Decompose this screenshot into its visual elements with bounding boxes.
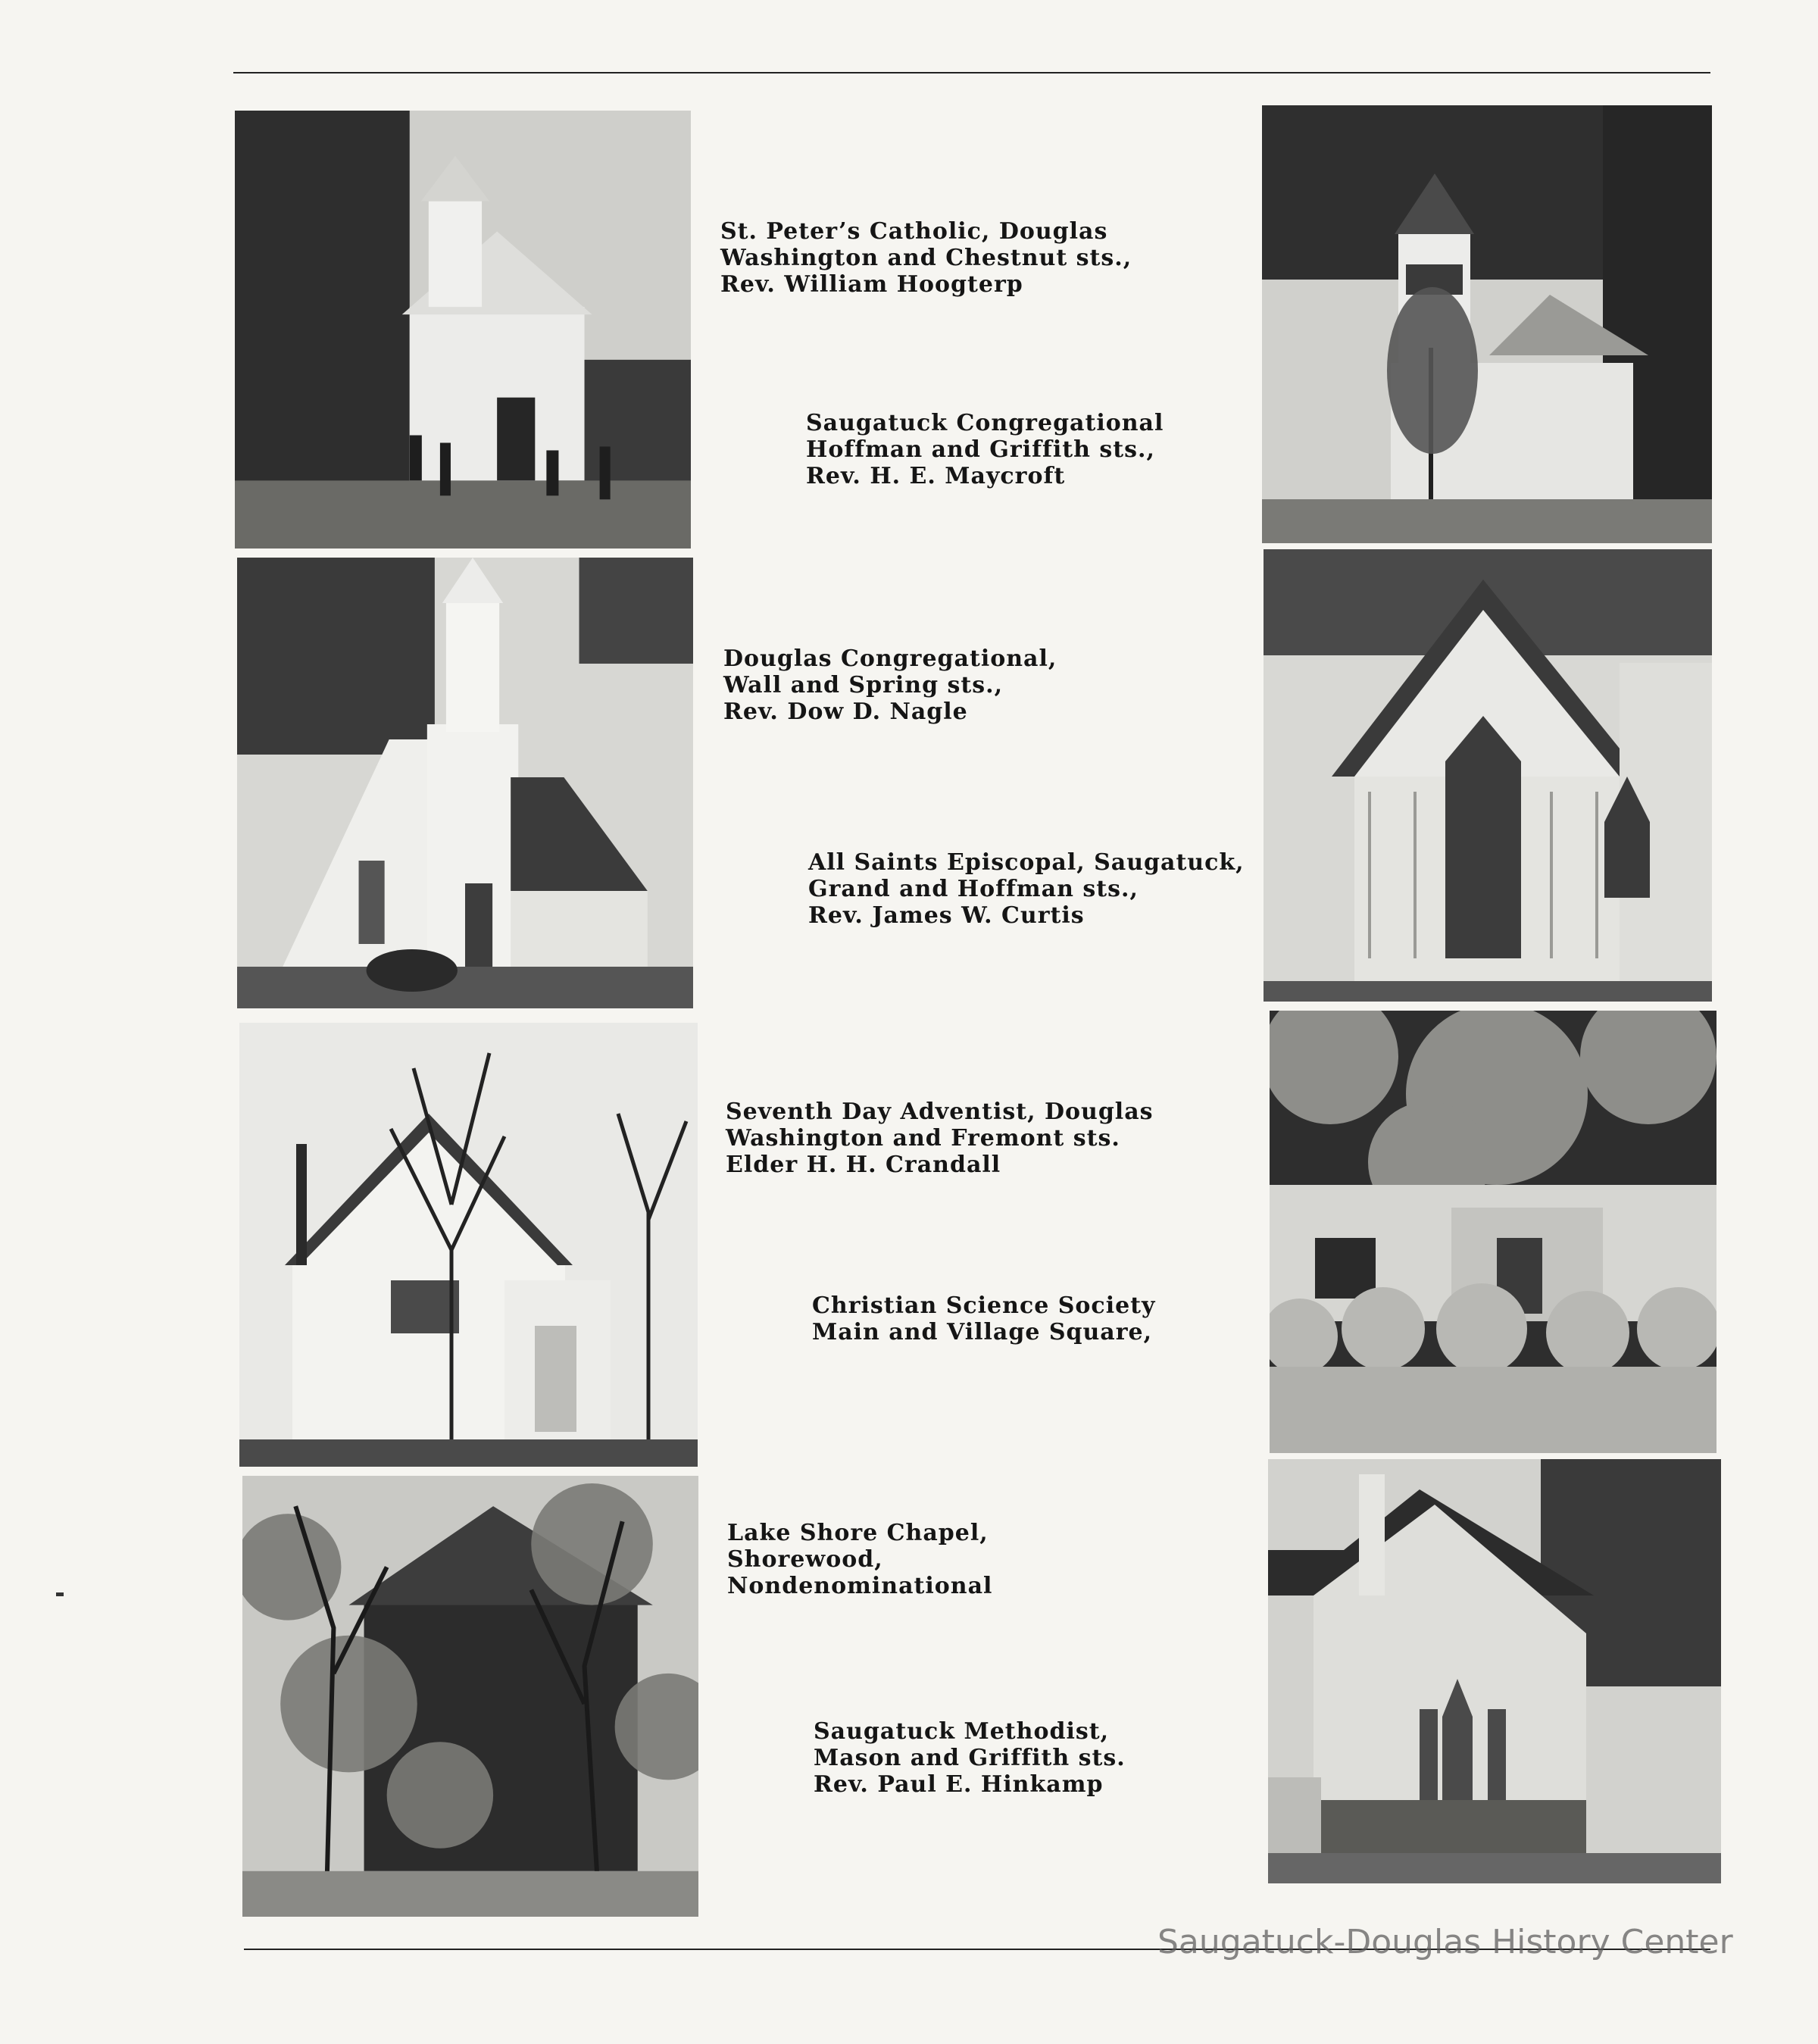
caption-line: Rev. Dow D. Nagle: [723, 699, 968, 725]
caption-line: Saugatuck Congregational: [806, 410, 1164, 436]
caption-st-peters-catholic: [720, 218, 1132, 298]
all-saints-episcopal-photo: [1264, 549, 1712, 1002]
caption-line: Seventh Day Adventist, Douglas: [726, 1099, 1154, 1125]
douglas-congregational-photo: [237, 558, 693, 1008]
caption-saugatuck-methodist: [814, 1718, 1126, 1798]
caption-line: St. Peter’s Catholic, Douglas: [720, 218, 1108, 245]
top-rule: [233, 72, 1710, 73]
caption-seventh-day-adventist: [726, 1099, 1154, 1178]
caption-line: Wall and Spring sts.,: [723, 672, 1004, 699]
caption-line: Elder H. H. Crandall: [726, 1152, 1001, 1178]
christian-science-society-photo: [1270, 1011, 1716, 1453]
caption-line: Hoffman and Griffith sts.,: [806, 436, 1155, 463]
lake-shore-chapel-photo: [242, 1476, 698, 1917]
caption-line: Saugatuck Methodist,: [814, 1718, 1110, 1745]
caption-line: Shorewood,: [727, 1546, 883, 1573]
caption-line: Main and Village Square,: [812, 1319, 1153, 1345]
caption-line: Rev. James W. Curtis: [808, 902, 1085, 929]
caption-line: Lake Shore Chapel,: [727, 1520, 989, 1546]
caption-douglas-congregational: [723, 645, 1057, 725]
caption-saugatuck-congregational: [806, 410, 1164, 489]
seventh-day-adventist-photo: [239, 1023, 698, 1467]
watermark: Saugatuck-Douglas History Center: [1157, 1923, 1733, 1961]
caption-line: Rev. Paul E. Hinkamp: [814, 1771, 1104, 1798]
caption-christian-science-society: [812, 1292, 1155, 1345]
caption-line: Douglas Congregational,: [723, 645, 1057, 672]
st-peters-catholic-photo: [235, 111, 691, 549]
caption-line: Christian Science Society: [812, 1292, 1156, 1319]
caption-all-saints-episcopal: [808, 849, 1245, 929]
caption-line: Grand and Hoffman sts.,: [808, 876, 1139, 902]
caption-line: Washington and Fremont sts.: [726, 1125, 1120, 1152]
caption-line: All Saints Episcopal, Saugatuck,: [808, 849, 1245, 876]
caption-line: Rev. H. E. Maycroft: [806, 463, 1066, 489]
caption-line: Mason and Griffith sts.: [814, 1745, 1126, 1771]
saugatuck-congregational-photo: [1262, 105, 1712, 543]
caption-lake-shore-chapel: [727, 1520, 992, 1599]
edge-mark: [56, 1592, 64, 1596]
saugatuck-methodist-photo: [1268, 1459, 1721, 1883]
caption-line: Washington and Chestnut sts.,: [720, 245, 1132, 271]
caption-line: Nondenominational: [727, 1573, 993, 1599]
caption-line: Rev. William Hoogterp: [720, 271, 1023, 298]
